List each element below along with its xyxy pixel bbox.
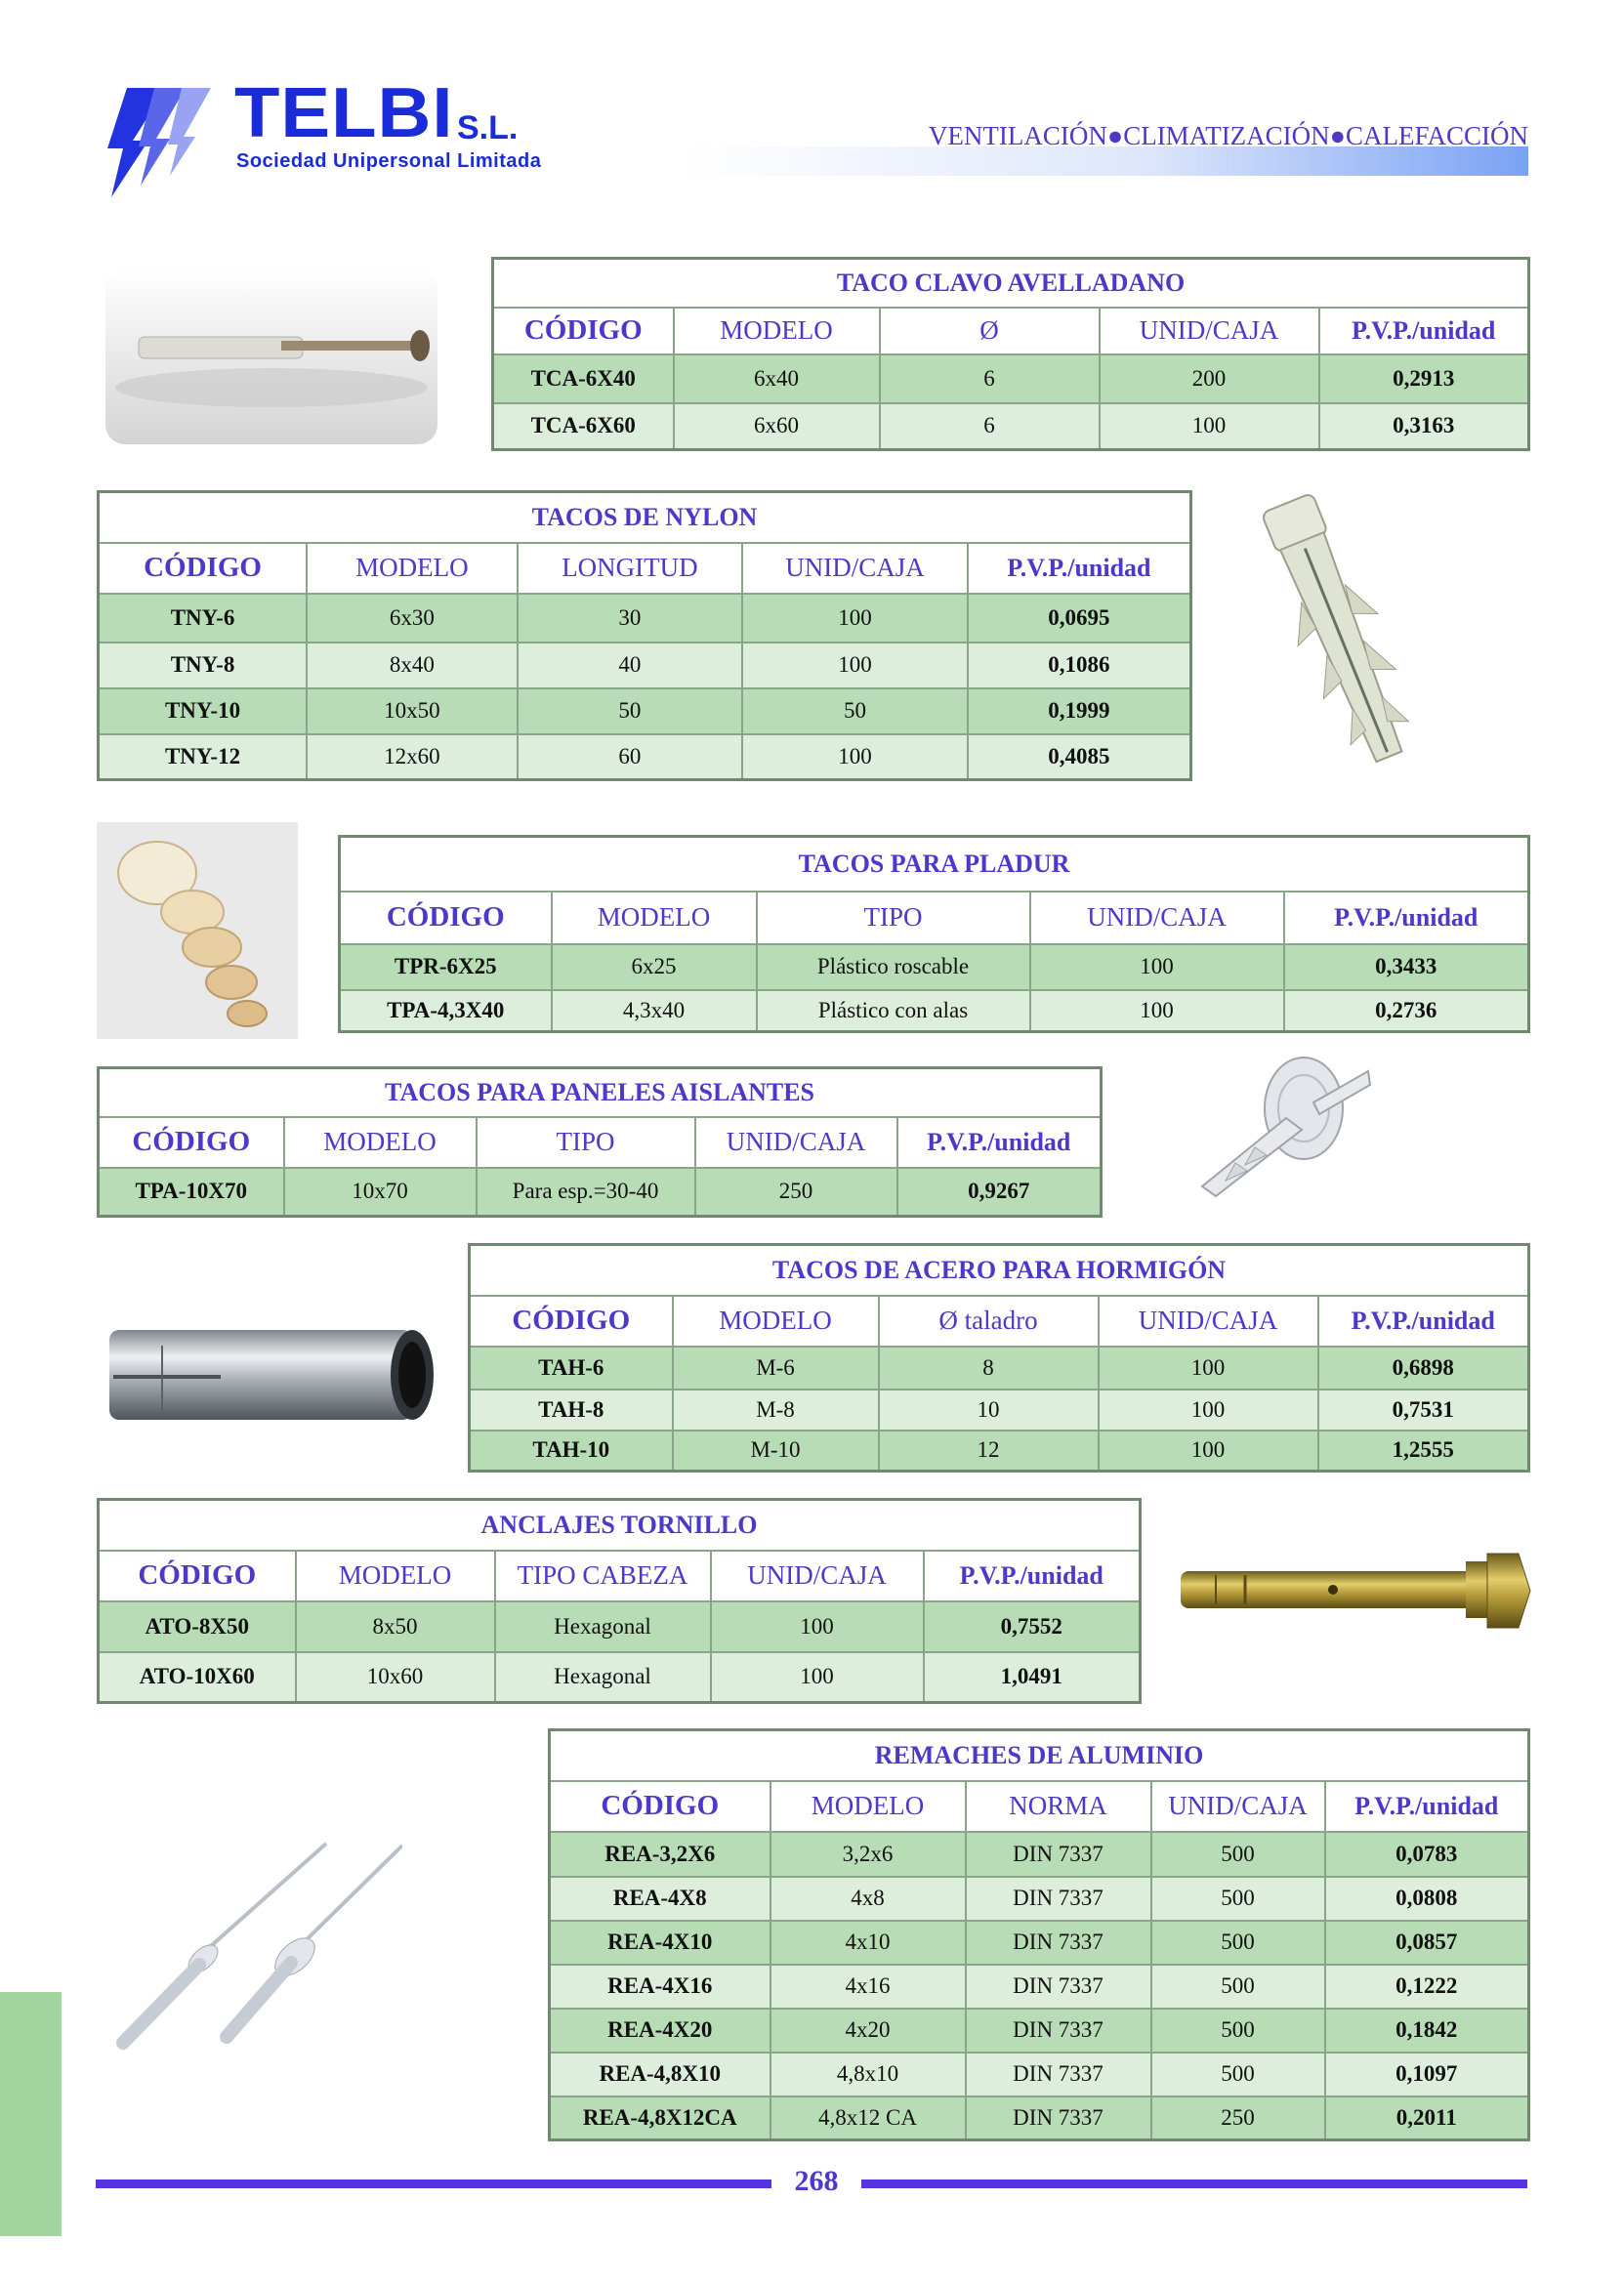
- header-codigo: CÓDIGO: [470, 1296, 673, 1347]
- side-color-tab: [0, 1992, 62, 2236]
- header-unid-caja: UNID/CAJA: [1100, 308, 1319, 354]
- cell-norma: DIN 7337: [966, 2096, 1151, 2140]
- cell-modelo: 10x60: [296, 1652, 495, 1703]
- cell-pvp: 0,0783: [1325, 1832, 1529, 1877]
- cell-modelo: 4x16: [770, 1965, 966, 2009]
- table-row: [99, 594, 1191, 643]
- cell-modelo: 6x25: [552, 944, 757, 990]
- cell-pvp: 0,7552: [924, 1601, 1141, 1652]
- cell-unid-caja: 100: [742, 734, 968, 780]
- table-row: [550, 2009, 1529, 2053]
- cell-norma: DIN 7337: [966, 1965, 1151, 2009]
- header-longitud: LONGITUD: [518, 543, 743, 594]
- table-anclajes-tornillo: [97, 1498, 1142, 1704]
- table-row: [470, 1390, 1529, 1431]
- cell-modelo: M-6: [673, 1347, 879, 1390]
- logo-subtitle: Sociedad Unipersonal Limitada: [236, 150, 542, 172]
- cell-unid-caja: 100: [1099, 1390, 1318, 1431]
- table-row: [550, 1877, 1529, 1921]
- cell-norma: DIN 7337: [966, 1921, 1151, 1965]
- cell-modelo: 4x8: [770, 1877, 966, 1921]
- cell-unid-caja: 200: [1100, 354, 1319, 403]
- cell-tipo-cabeza: Hexagonal: [495, 1652, 711, 1703]
- cell-modelo: 4x10: [770, 1921, 966, 1965]
- table-row: [493, 403, 1529, 450]
- cell-longitud: 50: [518, 688, 743, 734]
- cell-modelo: 8x40: [307, 643, 518, 688]
- header-pvp: P.V.P./unidad: [1318, 1296, 1529, 1347]
- table-tacos-acero-hormigon: [468, 1243, 1530, 1473]
- table-row: [99, 1601, 1141, 1652]
- table-tacos-pladur: [338, 835, 1530, 1033]
- remaches-image: [109, 1836, 402, 2060]
- cell-unid-caja: 500: [1151, 1921, 1325, 1965]
- cell-modelo: 10x70: [284, 1168, 477, 1217]
- cell-pvp: 0,1999: [968, 688, 1191, 734]
- cell-modelo: 6x30: [307, 594, 518, 643]
- header-unid-caja: UNID/CAJA: [1099, 1296, 1318, 1347]
- header-pvp: P.V.P./unidad: [1319, 308, 1529, 354]
- header-pvp: P.V.P./unidad: [1325, 1781, 1529, 1832]
- header-pvp: P.V.P./unidad: [897, 1117, 1102, 1168]
- cell-modelo: 12x60: [307, 734, 518, 780]
- cell-pvp: 0,1842: [1325, 2009, 1529, 2053]
- cell-unid-caja: 500: [1151, 1832, 1325, 1877]
- cell-tipo: Plástico roscable: [757, 944, 1030, 990]
- cell-tipo: Para esp.=30-40: [477, 1168, 695, 1217]
- cell-unid-caja: 100: [1030, 990, 1284, 1032]
- cell-pvp: 0,3433: [1284, 944, 1529, 990]
- cell-pvp: 0,4085: [968, 734, 1191, 780]
- cell-pvp: 0,0808: [1325, 1877, 1529, 1921]
- cell-codigo: REA-4X16: [550, 1965, 770, 2009]
- cell-tipo-cabeza: Hexagonal: [495, 1601, 711, 1652]
- cell-codigo: TAH-10: [470, 1431, 673, 1472]
- table-taco-clavo-avellanado: [491, 257, 1530, 451]
- table-tacos-nylon: [97, 490, 1192, 781]
- cell-norma: DIN 7337: [966, 1877, 1151, 1921]
- cell-longitud: 60: [518, 734, 743, 780]
- table-remaches-aluminio: [548, 1728, 1530, 2141]
- header-codigo: CÓDIGO: [99, 1117, 284, 1168]
- header-unid-caja: UNID/CAJA: [1030, 892, 1284, 944]
- cell-codigo: TCA-6X40: [493, 354, 674, 403]
- header-norma: NORMA: [966, 1781, 1151, 1832]
- telbi-logo-bolt: [105, 84, 223, 199]
- taco-nylon-image: [1230, 483, 1445, 776]
- cell-unid-caja: 100: [742, 643, 968, 688]
- cell-pvp: 1,2555: [1318, 1431, 1529, 1472]
- cell-codigo: TPA-4,3X40: [340, 990, 552, 1032]
- taco-paneles-image: [1177, 1050, 1372, 1216]
- taco-clavo-image: [105, 269, 437, 444]
- table-row: [99, 1652, 1141, 1703]
- header-diametro: Ø: [880, 308, 1100, 354]
- table-row: [550, 2096, 1529, 2140]
- cell-pvp: 1,0491: [924, 1652, 1141, 1703]
- cell-unid-caja: 100: [1030, 944, 1284, 990]
- cell-modelo: 4,3x40: [552, 990, 757, 1032]
- footer-rule-left: [96, 2179, 771, 2188]
- cell-pvp: 0,0695: [968, 594, 1191, 643]
- table-row: [340, 990, 1529, 1032]
- cell-modelo: 3,2x6: [770, 1832, 966, 1877]
- cell-unid-caja: 100: [1100, 403, 1319, 450]
- cell-pvp: 0,1097: [1325, 2053, 1529, 2096]
- cell-norma: DIN 7337: [966, 1832, 1151, 1877]
- cell-pvp: 0,2011: [1325, 2096, 1529, 2140]
- cell-unid-caja: 500: [1151, 1965, 1325, 2009]
- cell-longitud: 40: [518, 643, 743, 688]
- header-modelo: MODELO: [307, 543, 518, 594]
- cell-codigo: REA-4X10: [550, 1921, 770, 1965]
- taco-acero-image: [104, 1320, 445, 1432]
- anclaje-tornillo-image: [1177, 1548, 1534, 1634]
- cell-pvp: 0,2913: [1319, 354, 1529, 403]
- cell-unid-caja: 100: [711, 1652, 924, 1703]
- table-title: TACOS DE ACERO PARA HORMIGÓN: [470, 1245, 1529, 1296]
- cell-codigo: REA-4X20: [550, 2009, 770, 2053]
- cell-modelo: 10x50: [307, 688, 518, 734]
- cell-diametro-taladro: 10: [879, 1390, 1099, 1431]
- header-codigo: CÓDIGO: [340, 892, 552, 944]
- cell-codigo: TAH-8: [470, 1390, 673, 1431]
- cell-modelo: 4,8x10: [770, 2053, 966, 2096]
- table-row: [470, 1347, 1529, 1390]
- cell-pvp: 0,1222: [1325, 1965, 1529, 2009]
- page-number: 268: [794, 2165, 839, 2197]
- header-modelo: MODELO: [284, 1117, 477, 1168]
- cell-codigo: TPA-10X70: [99, 1168, 284, 1217]
- cell-unid-caja: 100: [1099, 1347, 1318, 1390]
- header-unid-caja: UNID/CAJA: [742, 543, 968, 594]
- cell-pvp: 0,7531: [1318, 1390, 1529, 1431]
- cell-codigo: TCA-6X60: [493, 403, 674, 450]
- cell-codigo: REA-4,8X10: [550, 2053, 770, 2096]
- cell-codigo: ATO-10X60: [99, 1652, 296, 1703]
- header-codigo: CÓDIGO: [550, 1781, 770, 1832]
- cell-unid-caja: 100: [742, 594, 968, 643]
- header-unid-caja: UNID/CAJA: [695, 1117, 897, 1168]
- cell-pvp: 0,0857: [1325, 1921, 1529, 1965]
- header-modelo: MODELO: [674, 308, 880, 354]
- table-row: [550, 1921, 1529, 1965]
- cell-unid-caja: 250: [1151, 2096, 1325, 2140]
- logo-suffix: S.L.: [457, 109, 519, 146]
- table-title: TACO CLAVO AVELLADANO: [493, 259, 1529, 308]
- cell-pvp: 0,3163: [1319, 403, 1529, 450]
- cell-codigo: ATO-8X50: [99, 1601, 296, 1652]
- header-modelo: MODELO: [296, 1551, 495, 1601]
- header-modelo: MODELO: [770, 1781, 966, 1832]
- cell-diametro: 6: [880, 354, 1100, 403]
- header-diametro-taladro: Ø taladro: [879, 1296, 1099, 1347]
- cell-longitud: 30: [518, 594, 743, 643]
- table-title: TACOS PARA PANELES AISLANTES: [99, 1068, 1102, 1117]
- cell-norma: DIN 7337: [966, 2009, 1151, 2053]
- cell-modelo: M-10: [673, 1431, 879, 1472]
- cell-unid-caja: 100: [1099, 1431, 1318, 1472]
- cell-codigo: TNY-6: [99, 594, 308, 643]
- header-codigo: CÓDIGO: [493, 308, 674, 354]
- table-tacos-paneles-aislantes: [97, 1066, 1103, 1218]
- taco-pladur-image: [97, 822, 298, 1039]
- cell-diametro: 6: [880, 403, 1100, 450]
- header-tipo: TIPO: [477, 1117, 695, 1168]
- table-row: [550, 2053, 1529, 2096]
- cell-codigo: TPR-6X25: [340, 944, 552, 990]
- table-row: [493, 354, 1529, 403]
- table-title: REMACHES DE ALUMINIO: [550, 1730, 1529, 1781]
- cell-modelo: 6x60: [674, 403, 880, 450]
- cell-pvp: 0,6898: [1318, 1347, 1529, 1390]
- table-title: TACOS DE NYLON: [99, 492, 1191, 543]
- cell-codigo: TNY-10: [99, 688, 308, 734]
- table-row: [550, 1965, 1529, 2009]
- cell-modelo: M-8: [673, 1390, 879, 1431]
- cell-unid-caja: 500: [1151, 2053, 1325, 2096]
- cell-unid-caja: 250: [695, 1168, 897, 1217]
- cell-codigo: REA-4,8X12CA: [550, 2096, 770, 2140]
- header-tipo-cabeza: TIPO CABEZA: [495, 1551, 711, 1601]
- cell-codigo: TNY-8: [99, 643, 308, 688]
- table-row: [99, 688, 1191, 734]
- cell-tipo: Plástico con alas: [757, 990, 1030, 1032]
- table-title: TACOS PARA PLADUR: [340, 837, 1529, 892]
- header-pvp: P.V.P./unidad: [1284, 892, 1529, 944]
- header-pvp: P.V.P./unidad: [968, 543, 1191, 594]
- header-unid-caja: UNID/CAJA: [1151, 1781, 1325, 1832]
- cell-pvp: 0,2736: [1284, 990, 1529, 1032]
- cell-pvp: 0,9267: [897, 1168, 1102, 1217]
- header-unid-caja: UNID/CAJA: [711, 1551, 924, 1601]
- cell-norma: DIN 7337: [966, 2053, 1151, 2096]
- cell-modelo: 4x20: [770, 2009, 966, 2053]
- cell-diametro-taladro: 8: [879, 1347, 1099, 1390]
- cell-codigo: REA-4X8: [550, 1877, 770, 1921]
- tagline: VENTILACIÓN●CLIMATIZACIÓN●CALEFACCIÓN: [928, 121, 1528, 150]
- cell-codigo: REA-3,2X6: [550, 1832, 770, 1877]
- header-modelo: MODELO: [673, 1296, 879, 1347]
- table-row: [99, 643, 1191, 688]
- cell-modelo: 4,8x12 CA: [770, 2096, 966, 2140]
- cell-modelo: 6x40: [674, 354, 880, 403]
- cell-unid-caja: 500: [1151, 1877, 1325, 1921]
- header-modelo: MODELO: [552, 892, 757, 944]
- cell-modelo: 8x50: [296, 1601, 495, 1652]
- cell-codigo: TAH-6: [470, 1347, 673, 1390]
- header-tipo: TIPO: [757, 892, 1030, 944]
- logo-name: TELBI: [234, 73, 454, 152]
- table-row: [470, 1431, 1529, 1472]
- cell-unid-caja: 500: [1151, 2009, 1325, 2053]
- cell-codigo: TNY-12: [99, 734, 308, 780]
- table-row: [99, 734, 1191, 780]
- header-codigo: CÓDIGO: [99, 1551, 296, 1601]
- header-pvp: P.V.P./unidad: [924, 1551, 1141, 1601]
- table-row: [99, 1168, 1102, 1217]
- header-codigo: CÓDIGO: [99, 543, 308, 594]
- table-row: [550, 1832, 1529, 1877]
- cell-unid-caja: 100: [711, 1601, 924, 1652]
- table-title: ANCLAJES TORNILLO: [99, 1500, 1141, 1551]
- cell-diametro-taladro: 12: [879, 1431, 1099, 1472]
- cell-unid-caja: 50: [742, 688, 968, 734]
- cell-pvp: 0,1086: [968, 643, 1191, 688]
- table-row: [340, 944, 1529, 990]
- footer-rule-right: [861, 2179, 1527, 2188]
